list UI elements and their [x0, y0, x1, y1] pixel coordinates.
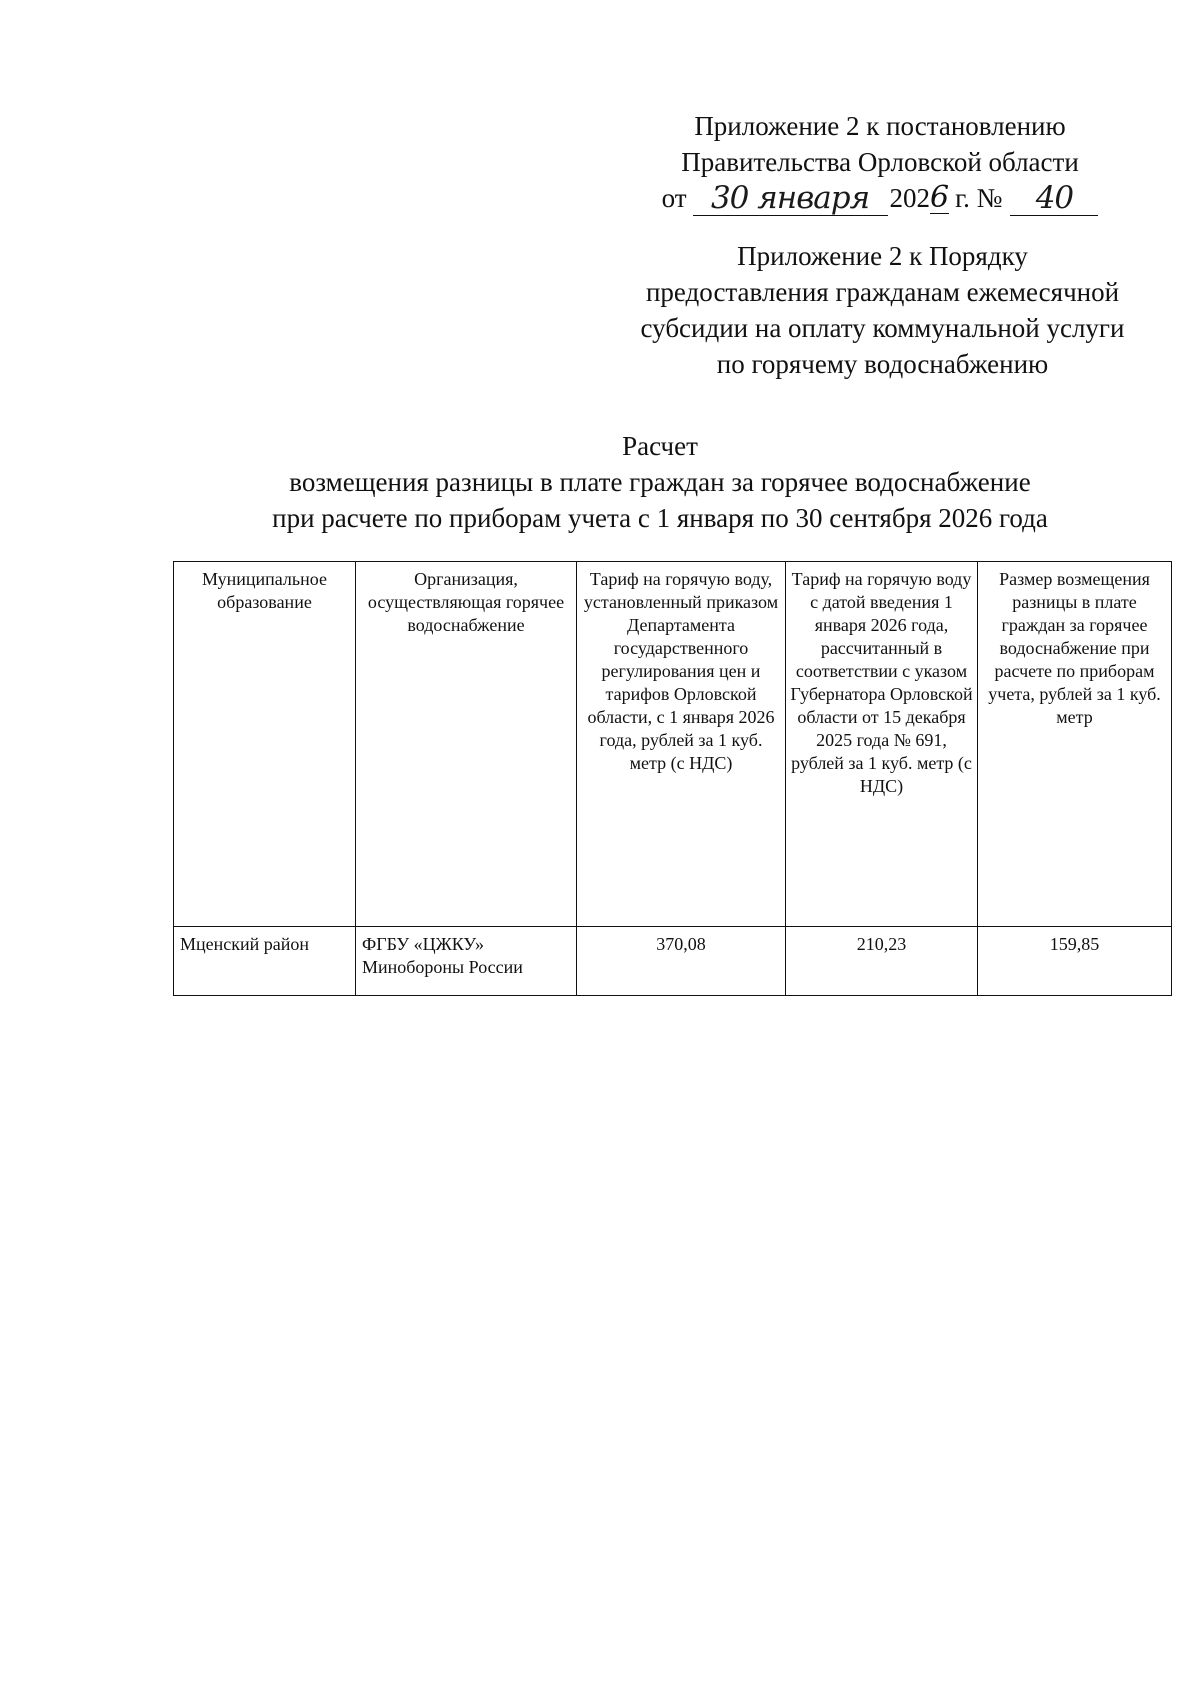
appendix-order-line4: по горячему водоснабжению: [716, 349, 1049, 379]
appendix-order-line1: Приложение 2 к Порядку: [737, 241, 1028, 271]
title-line3: при расчете по приборам учета с 1 января по 30 сентября 2026 года: [272, 503, 1048, 533]
compensation-table: [173, 561, 1172, 996]
appendix-order-line2: предоставления гражданам ежемесячной: [645, 277, 1120, 307]
header-calculated-tariff: Тариф на горячую воду с датой введения 1 января 2026 года, рассчитанный в соответствии с указом Губернатора Орловской области от 15 декабря 2025 года № 691, рублей за 1 куб. метр (с НДС): [786, 562, 978, 927]
date-prefix: от: [661, 183, 687, 213]
year-printed: 202: [889, 183, 931, 213]
year-suffix: г. №: [955, 183, 1003, 213]
cell-compensation-amount: 159,85: [978, 927, 1172, 996]
appendix-to-procedure: [610, 238, 1155, 382]
title-line2: возмещения разницы в плате граждан за горячее водоснабжение: [289, 467, 1031, 497]
handwritten-number-field: 40: [1010, 181, 1098, 216]
header-municipality: Муниципальное образование: [174, 562, 356, 927]
appendix-main-line1: Приложение 2 к постановлению: [694, 111, 1066, 141]
header-compensation-amount: Размер возмещения разницы в плате граждан за горячее водоснабжение при расчете по приборам учета, рублей за 1 куб. метр: [978, 562, 1172, 927]
appendix-main-line2: Правительства Орловской области: [681, 147, 1079, 177]
cell-organization: ФГБУ «ЦЖКУ» Минобороны России: [356, 927, 577, 996]
handwritten-date-field: 30 января: [693, 181, 888, 216]
cell-calculated-tariff: 210,23: [786, 927, 978, 996]
cell-municipality: Мценский район: [174, 927, 356, 996]
appendix-order-line3: субсидии на оплату коммунальной услуги: [640, 313, 1125, 343]
title-heading: Расчет: [622, 431, 698, 461]
table-header-row: [174, 562, 1172, 927]
year-field: [890, 180, 950, 216]
cell-approved-tariff: 370,08: [577, 927, 786, 996]
document-title: [120, 428, 1200, 536]
resolution-date-line: [640, 180, 1120, 216]
header-approved-tariff: Тариф на горячую воду, установленный приказом Департамента государственного регулирования цен и тарифов Орловской области, с 1 января 2026 года, рублей за 1 куб. метр (с НДС): [577, 562, 786, 927]
header-organization: Организация, осуществляющая горячее водоснабжение: [356, 562, 577, 927]
year-handwritten-digit: 6: [930, 180, 950, 215]
appendix-to-resolution: [640, 108, 1120, 216]
table-row: [174, 927, 1172, 996]
